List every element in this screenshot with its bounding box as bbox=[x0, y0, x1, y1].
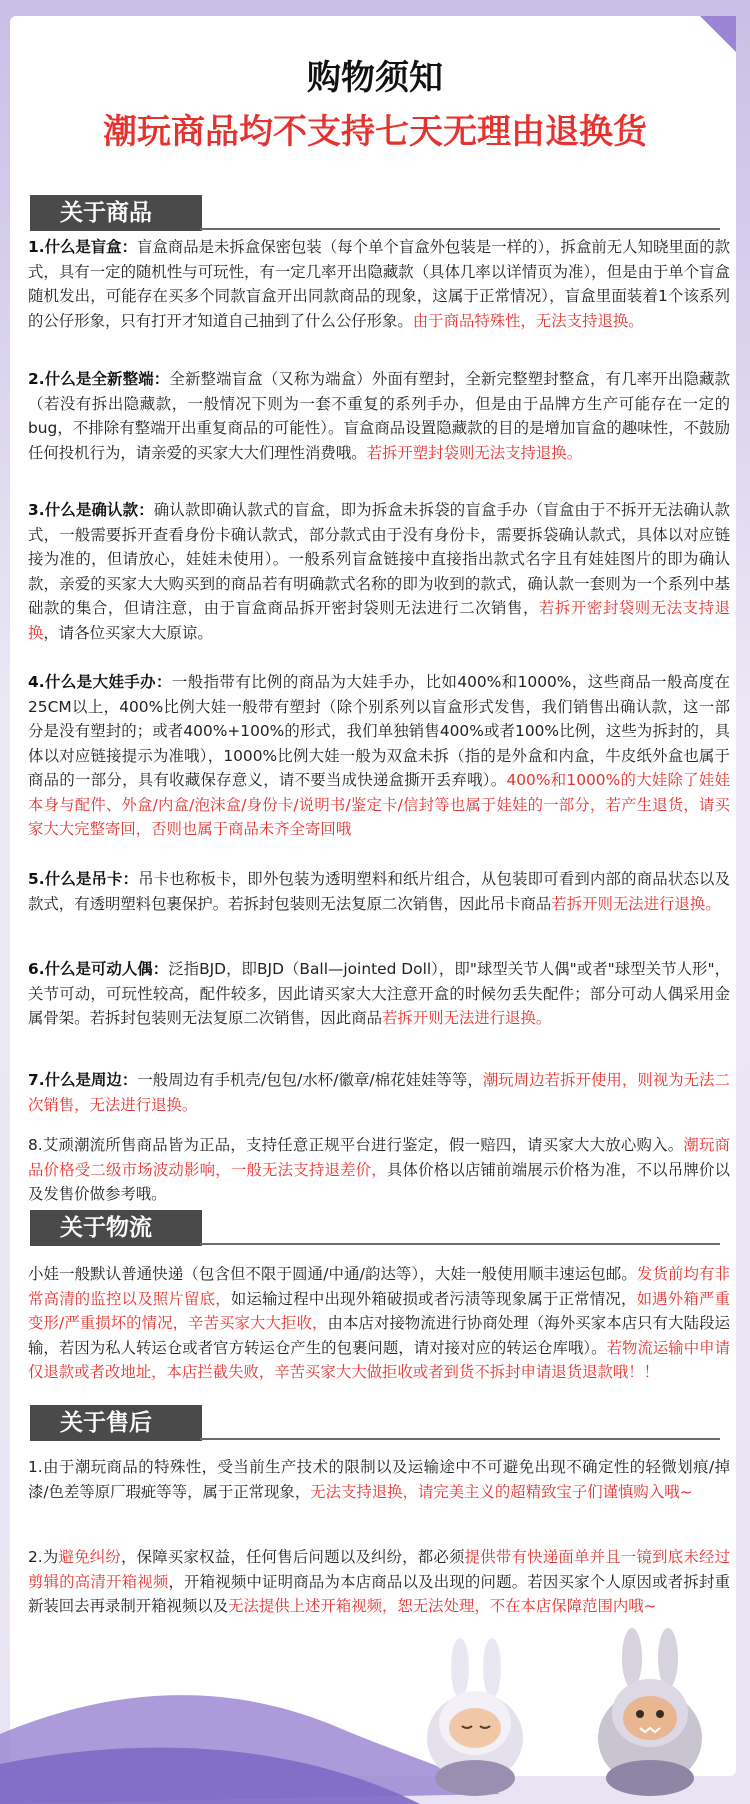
warning-text: 若拆开塑封袋则无法支持退换。 bbox=[366, 443, 583, 462]
answer-text: 盲盒商品是未拆盒保密包装（每个单个盲盒外包装是一样的），拆盒前无人知晓里面的款式，具有一定的随机性与可玩性，有一定几率开出隐藏款（具体几率以详情页为准），但是由于单个盲盒随机发出，可能存在买多个同款盲盒开出同款商品的现象，这属于正常情况），盲盒里面装着1个该系列的公仔形象，只有打开才知道自己抽到了什么公仔形象。 bbox=[28, 238, 730, 330]
logistics-mid-1: 如运输过程中出现外箱破损或者污渍等现象属于正常情况， bbox=[230, 1289, 637, 1308]
aftersale-item-2 bbox=[28, 1545, 730, 1619]
question-label: 2.什么是全新整端： bbox=[28, 370, 170, 388]
logistics-warning-2: 如遇外箱严重变形/严重损坏的情况，辛苦买家大大拒收， bbox=[28, 1289, 730, 1332]
answer-text: 泛指BJD，即BJD（Ball—jointed Doll），即"球型关节人偶"或者"球型关节人形"，关节可动，可玩性较高，配件较多，因此请买家大大注意开盒的时候勿丢失配件；部分可动人偶采用金属骨架。若拆封包装则无法复原二次销售，因此商品 bbox=[28, 960, 730, 1027]
answer-text: 确认款即确认款式的盲盒，即为拆盒未拆袋的盲盒手办（盲盒由于不拆开无法确认款式，一般需要拆开查看身份卡确认款式，部分款式由于没有身份卡，需要拆袋确认款式，具体以对应链接为准的，但请放心，娃娃未使用）。一般系列盲盒链接中直接指出款式名字且有娃娃图片的即为确认款，亲爱的买家大大购买到的商品若有明确款式名称的即为收到的款式，确认款一套则为一个系列中基础款的集合，但请注意，由于盲盒商品拆开密封袋则无法进行二次销售， bbox=[28, 501, 730, 617]
doll-illustration bbox=[400, 1628, 730, 1798]
answer-text: 吊卡也称板卡，即外包装为透明塑料和纸片组合，从包装即可看到内部的商品状态以及款式，有透明塑料包裹保护。若拆封包装则无法复原二次销售，因此吊卡商品 bbox=[28, 870, 730, 913]
logistics-text bbox=[28, 1262, 730, 1385]
warning-text: 潮玩商品价格受二级市场波动影响，一般无法支持退差价， bbox=[28, 1136, 730, 1179]
warning-text: 若拆开则无法进行退换。 bbox=[551, 894, 721, 913]
product-item-full-case bbox=[28, 367, 730, 465]
corner-accent bbox=[700, 16, 736, 52]
section-divider bbox=[200, 1243, 720, 1245]
answer-text: 8.艾顽潮流所售商品皆为正品，支持任意正规平台进行鉴定，假一赔四，请买家大大放心购入。 bbox=[28, 1136, 684, 1154]
section-divider bbox=[200, 228, 720, 230]
answer-tail: 具体价格以店铺前端展示价格为准，不以吊牌价以及发售价做参考哦。 bbox=[28, 1160, 730, 1203]
section-heading-logistics: 关于物流 bbox=[30, 1210, 202, 1246]
question-label: 1.什么是盲盒： bbox=[28, 238, 137, 256]
product-item-hang-card bbox=[28, 867, 730, 916]
section-divider bbox=[200, 1438, 720, 1440]
warning-text: 若拆开则无法进行退换。 bbox=[382, 1009, 552, 1027]
question-label: 4.什么是大娃手办： bbox=[28, 673, 172, 691]
logistics-intro: 小娃一般默认普通快递（包含但不限于圆通/中通/韵达等），大娃一般使用顺丰速运包邮。 bbox=[28, 1265, 637, 1283]
answer-mid: ，保障买家权益，任何售后问题以及纠纷，都必须 bbox=[121, 1548, 465, 1566]
question-label: 6.什么是可动人偶： bbox=[28, 960, 169, 978]
page-title: 购物须知 bbox=[307, 58, 443, 98]
doll-right bbox=[598, 1628, 702, 1796]
logistics-warning-3: 若物流运输中申请仅退款或者改地址，本店拦截失败，辛苦买家大大做拒收或者到货不拆封申请退货退款哦！！ bbox=[28, 1338, 730, 1381]
product-item-blind-box bbox=[28, 235, 730, 333]
section-heading-product: 关于商品 bbox=[30, 195, 202, 231]
aftersale-item-1 bbox=[28, 1455, 730, 1504]
warning-text: 无法支持退换，请完美主义的超精致宝子们谨慎购入哦~ bbox=[310, 1482, 693, 1501]
warning-text: 由于商品特殊性，无法支持退换。 bbox=[412, 311, 644, 330]
page-subtitle: 潮玩商品均不支持七天无理由退换货 bbox=[103, 112, 647, 152]
answer-text: 2.为 bbox=[28, 1548, 59, 1566]
logistics-mid-2: 由本店对接物流进行协商处理（海外买家本店只有大陆段运输，若因为私人转运仓或者官方转运仓产生的包裹问题，请对接对应的转运仓库哦）。 bbox=[28, 1314, 730, 1357]
question-label: 3.什么是确认款： bbox=[28, 501, 154, 519]
product-item-large-figure bbox=[28, 670, 730, 842]
product-item-action-doll bbox=[28, 957, 730, 1031]
warning-text: 无法提供上述开箱视频，恕无法处理，不在本店保障范围内哦~ bbox=[228, 1597, 657, 1615]
answer-mid: ，开箱视频中证明商品为本店商品以及出现的问题。若因买家个人原因或者拆封重新装回去再录制开箱视频以及 bbox=[28, 1572, 730, 1615]
product-item-merch bbox=[28, 1068, 730, 1117]
question-label: 7.什么是周边： bbox=[28, 1071, 138, 1089]
warning-text: 避免纠纷 bbox=[58, 1548, 122, 1566]
answer-tail: ，请各位买家大大原谅。 bbox=[43, 623, 213, 642]
answer-text: 一般周边有手机壳/包包/水杯/徽章/棉花娃娃等等， bbox=[137, 1071, 483, 1089]
answer-text: 全新整端盲盒（又称为端盒）外面有塑封，全新完整塑封整盒，有几率开出隐藏款（若没有拆出隐藏款，一般情况下则为一套不重复的系列手办，但是由于品牌方生产可能存在一定的bug，不排除有整端开出重复商品的可能性）。盲盒商品设置隐藏款的目的是增加盲盒的趣味性，不鼓励任何投机行为，请亲爱的买家大大们理性消费哦。 bbox=[28, 370, 730, 462]
warning-text: 提供带有快递面单并且一镜到底未经过剪辑的高清开箱视频 bbox=[28, 1548, 730, 1591]
product-item-authenticity bbox=[28, 1133, 730, 1207]
warning-text: 潮玩周边若拆开使用，则视为无法二次销售，无法进行退换。 bbox=[28, 1071, 730, 1114]
doll-left bbox=[427, 1638, 523, 1796]
answer-text: 1.由于潮玩商品的特殊性，受当前生产技术的限制以及运输途中不可避免出现不确定性的轻微划痕/掉漆/色差等原厂瑕疵等等，属于正常现象， bbox=[28, 1458, 730, 1501]
logistics-warning-1: 发货前均有非常高清的监控以及照片留底， bbox=[28, 1265, 730, 1308]
product-item-confirmed bbox=[28, 498, 730, 645]
answer-text: 一般指带有比例的商品为大娃手办，比如400%和1000%，这些商品一般高度在25CM以上，400%比例大娃一般带有塑封（除个别系列以盲盒形式发售，我们销售出确认款，这一部分是没有塑封的；或者400%+100%的形式，我们单独销售400%或者100%比例，这些为拆封的，具体以对应链接提示为准哦），1000%比例大娃一般为双盒未拆（指的是外盒和内盒，牛皮纸外盒也属于商品的一部分，具有收藏保存意义，请不要当成快递盒撕开丢弃哦）。 bbox=[28, 673, 731, 789]
warning-text: 400%和1000%的大娃除了娃娃本身与配件、外盒/内盒/泡沫盒/身份卡/说明书/鉴定卡/信封等也属于娃娃的一部分，若产生退货，请买家大大完整寄回，否则也属于商品未齐全寄回哦 bbox=[28, 771, 730, 838]
question-label: 5.什么是吊卡： bbox=[28, 870, 139, 888]
warning-text: 若拆开密封袋则无法支持退换 bbox=[28, 599, 730, 642]
section-heading-aftersale: 关于售后 bbox=[30, 1405, 202, 1441]
